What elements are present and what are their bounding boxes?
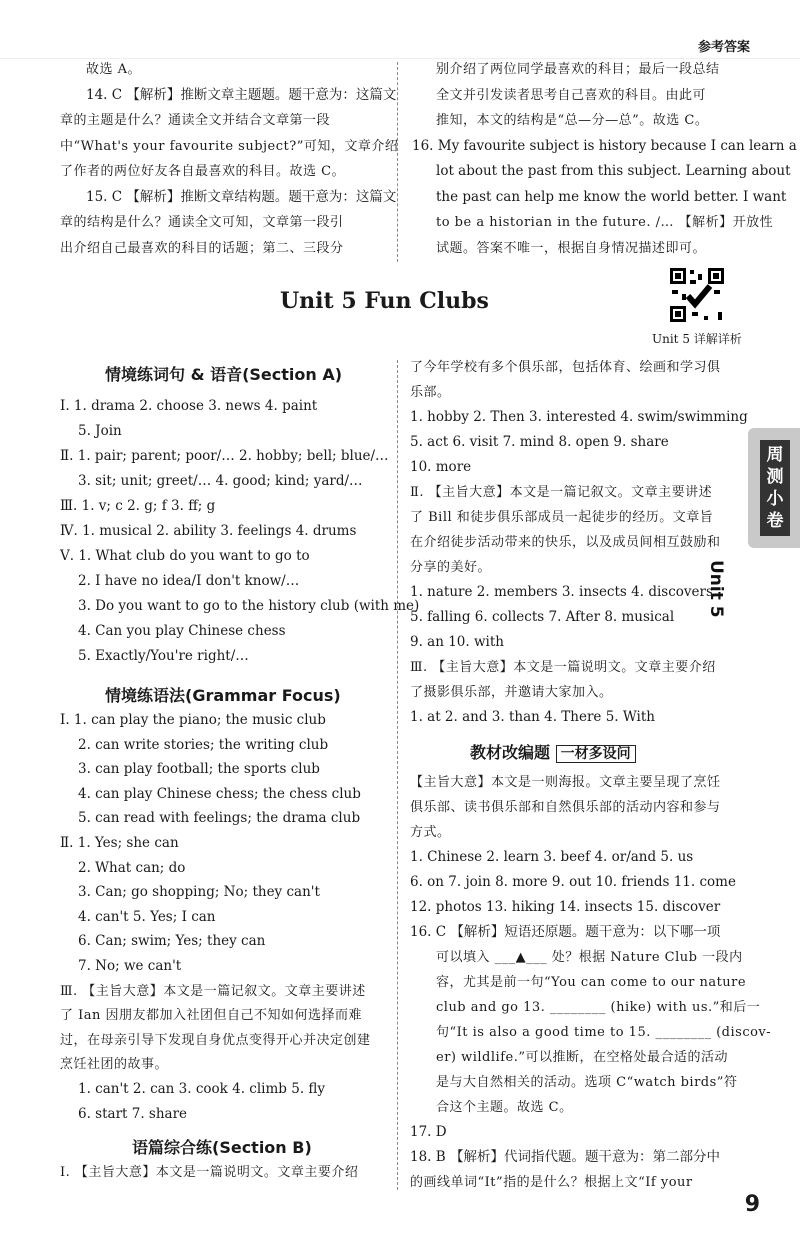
- answer-line: 15. C 【解析】推断文章结构题。题干意为：这篇文: [86, 188, 397, 205]
- answer-line: 全文并引发读者思考自己喜欢的科目。由此可: [436, 87, 707, 103]
- answer-line: 故选 A。: [86, 62, 142, 77]
- answer-line: 6. start 7. share: [78, 1105, 188, 1122]
- side-unit-label: Unit 5: [706, 560, 727, 618]
- answer-line: Ⅲ. 【主旨大意】本文是一篇说明文。文章主要介绍: [410, 660, 716, 675]
- answer-line: 1. can't 2. can 3. cook 4. climb 5. fly: [78, 1081, 326, 1097]
- page-title: Unit 5 Fun Clubs: [280, 288, 489, 314]
- answer-line: 16. My favourite subject is history because I can learn a: [412, 137, 797, 154]
- answer-line: Ⅴ. 1. What club do you want to go to: [60, 548, 310, 564]
- answer-line: 俱乐部、读书俱乐部和自然俱乐部的活动内容和参与: [410, 800, 721, 815]
- answer-line: 3. Do you want to go to the history club (with me): [78, 598, 420, 614]
- answer-line: 【主旨大意】本文是一则海报。文章主要呈现了烹饪: [410, 775, 721, 790]
- answer-line: 2. What can; do: [78, 859, 186, 876]
- answer-line: Ⅲ. 【主旨大意】本文是一篇记叙文。文章主要讲述: [60, 983, 366, 999]
- answer-line: 中“What's your favourite subject?”可知，文章介绍: [60, 138, 399, 154]
- answer-line: to be a historian in the future. /… 【解析】开放性: [436, 215, 774, 230]
- answer-line: Ⅰ. 1. drama 2. choose 3. news 4. paint: [60, 398, 318, 414]
- answer-line: 18. B 【解析】代词指代题。题干意为：第二部分中: [410, 1149, 720, 1165]
- answer-line: lot about the past from this subject. Learning about: [436, 163, 791, 179]
- answer-line: 16. C 【解析】短语还原题。题干意为：以下哪一项: [410, 924, 721, 940]
- answer-line: Ⅰ. 1. can play the piano; the music club: [60, 712, 326, 728]
- answer-line: club and go 13. ________ (hike) with us.”和后一: [436, 1000, 761, 1015]
- grammar-heading: [105, 683, 341, 706]
- answer-line: 合这个主题。故选 C。: [436, 1100, 573, 1115]
- qr-code-icon[interactable]: [668, 266, 726, 324]
- answer-line: 句“It is also a good time to 15. ________ (discov-: [436, 1025, 772, 1040]
- answer-line: 了 Bill 和徒步俱乐部成员一起徒步的经历。文章旨: [410, 510, 714, 525]
- answer-line: Ⅱ. 1. Yes; she can: [60, 835, 179, 851]
- answer-line: 5. falling 6. collects 7. After 8. musical: [410, 609, 675, 625]
- answer-line: 推知，本文的结构是“总—分—总”。故选 C。: [436, 113, 709, 128]
- column-divider-top: [397, 62, 398, 262]
- answer-line: 5. Join: [78, 423, 122, 439]
- textbook-heading-text: 教材改编题: [470, 743, 551, 762]
- section-b-heading: [132, 1135, 312, 1158]
- answer-line: 4. Can you play Chinese chess: [78, 623, 286, 639]
- answer-line: 出介绍自己最喜欢的科目的话题；第二、三段分: [60, 240, 344, 256]
- answer-line: 别介绍了两位同学最喜欢的科目；最后一段总结: [436, 62, 720, 77]
- answer-line: 9. an 10. with: [410, 634, 504, 650]
- answer-line: 了今年学校有多个俱乐部，包括体育、绘画和学习俱: [410, 360, 721, 375]
- answer-line: 了 Ian 因朋友都加入社团但自己不知如何选择而难: [60, 1008, 363, 1024]
- page-number: 9: [744, 1192, 760, 1217]
- answer-line: 3. Can; go shopping; No; they can't: [78, 884, 320, 901]
- answer-line: 分享的美好。: [410, 560, 492, 575]
- answer-line: 的画线单词“It”指的是什么？根据上文“If your: [410, 1175, 693, 1190]
- answer-line: 10. more: [410, 459, 472, 475]
- answer-line: 章的结构是什么？通读全文可知，文章第一段引: [60, 215, 344, 230]
- textbook-heading: [470, 740, 636, 763]
- answer-line: Ⅱ. 【主旨大意】本文是一篇记叙文。文章主要讲述: [410, 485, 713, 500]
- side-tab-label: 周测小卷: [760, 440, 790, 536]
- answer-line: 3. can play football; the sports club: [78, 761, 320, 778]
- answer-line: 2. can write stories; the writing club: [78, 736, 329, 753]
- answer-line: 3. sit; unit; greet/… 4. good; kind; yard/…: [78, 473, 363, 489]
- answer-line: 12. photos 13. hiking 14. insects 15. discover: [410, 899, 721, 915]
- grammar-heading-text: 情境练语法(Grammar Focus): [105, 686, 341, 705]
- section-a-heading-text: 情境练词句 & 语音(Section A): [105, 365, 343, 384]
- answers-label: 参考答案: [697, 40, 750, 55]
- answer-line: 7. No; we can't: [78, 958, 182, 974]
- answer-line: 章的主题是什么？通读全文并结合文章第一段: [60, 113, 331, 128]
- answer-line: 乐部。: [410, 385, 451, 400]
- answer-line: Ⅱ. 1. pair; parent; poor/… 2. hobby; bell; blue/…: [60, 448, 389, 464]
- answer-line: Ⅰ. 【主旨大意】本文是一篇说明文。文章主要介绍: [60, 1165, 359, 1180]
- answer-line: 了作者的两位好友各自最喜欢的科目。故选 C。: [60, 164, 346, 179]
- answer-line: 容，尤其是前一句“You can come to our nature: [436, 975, 747, 990]
- answer-line: 1. nature 2. members 3. insects 4. discovers: [410, 584, 713, 600]
- answer-line: 5. can read with feelings; the drama club: [78, 810, 361, 827]
- answer-line: the past can help me know the world better. I want: [436, 188, 787, 205]
- answer-line: Ⅳ. 1. musical 2. ability 3. feelings 4. drums: [60, 523, 357, 539]
- answer-line: 过，在母亲引导下发现自身优点变得开心并决定创建: [60, 1032, 371, 1048]
- answer-line: 是与大自然相关的活动。选项 C“watch birds”符: [436, 1075, 738, 1090]
- answer-line: 6. Can; swim; Yes; they can: [78, 933, 266, 950]
- answer-line: 了摄影俱乐部，并邀请大家加入。: [410, 685, 613, 700]
- answer-line: 4. can play Chinese chess; the chess club: [78, 785, 361, 802]
- answer-line: 烹饪社团的故事。: [60, 1057, 169, 1073]
- answer-line: Ⅲ. 1. v; c 2. g; f 3. ff; g: [60, 498, 216, 514]
- answer-line: 4. can't 5. Yes; I can: [78, 908, 216, 925]
- answer-line: 1. at 2. and 3. than 4. There 5. With: [410, 709, 655, 725]
- answer-line: 方式。: [410, 825, 451, 840]
- section-b-heading-text: 语篇综合练(Section B): [132, 1138, 312, 1157]
- answer-line: 17. D: [410, 1124, 447, 1140]
- qr-caption: Unit 5 详解详析: [652, 332, 742, 346]
- answer-line: 5. act 6. visit 7. mind 8. open 9. share: [410, 434, 669, 450]
- answer-line: 在介绍徒步活动带来的快乐，以及成员间相互鼓励和: [410, 535, 721, 550]
- answer-line: 1. hobby 2. Then 3. interested 4. swim/swimming: [410, 409, 748, 425]
- answer-line: 试题。答案不唯一，根据自身情况描述即可。: [436, 240, 707, 256]
- answer-line: 6. on 7. join 8. more 9. out 10. friends 11. come: [410, 874, 736, 890]
- answer-line: er) wildlife.”可以推断，在空格处最合适的活动: [436, 1050, 728, 1065]
- column-divider-main: [397, 360, 398, 1190]
- section-a-heading: [105, 362, 342, 385]
- answer-line: 14. C 【解析】推断文章主题题。题干意为：这篇文: [86, 86, 397, 103]
- answer-line: 2. I have no idea/I don't know/…: [78, 573, 300, 589]
- answer-line: 1. Chinese 2. learn 3. beef 4. or/and 5. us: [410, 849, 694, 865]
- textbook-heading-box: 一材多设问: [556, 745, 636, 763]
- answer-line: 5. Exactly/You're right/…: [78, 648, 249, 664]
- answer-line: 可以填入 ___▲___ 处？根据 Nature Club 一段内: [436, 950, 743, 965]
